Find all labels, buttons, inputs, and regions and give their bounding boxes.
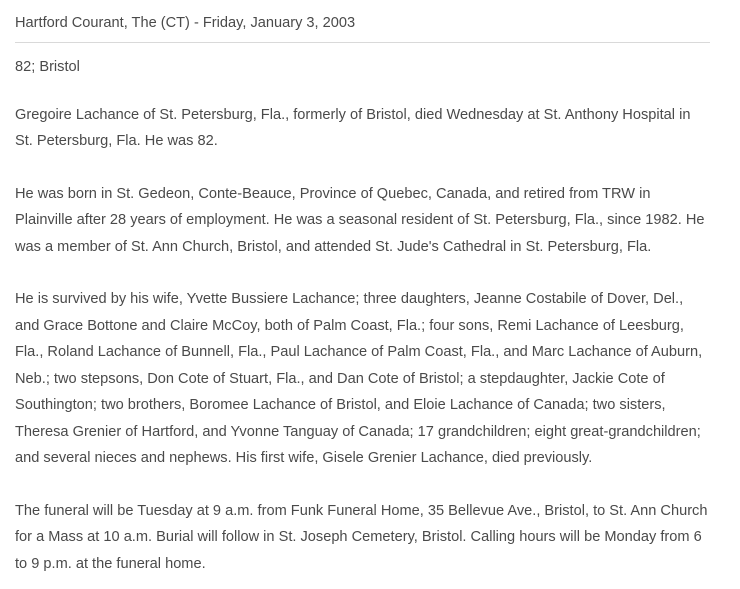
paragraph-biography: He was born in St. Gedeon, Conte-Beauce, Province of Quebec, Canada, and retired from TRW in Plainville after 28 years of employment. He was a seasonal resident of St. Petersburg, Fla., since 1982. He was a member of St. Ann Church, Bristol, and attended St. Jude's Cathedral in St. Petersburg, Fla.: [15, 185, 705, 255]
paragraph-death-notice: Gregoire Lachance of St. Petersburg, Fla., formerly of Bristol, died Wednesday at St. Anthony Hospital in St. Petersburg, Fla. He was 82.: [15, 106, 691, 149]
header-divider: [15, 42, 710, 43]
age-location-subtitle: 82; Bristol: [15, 59, 80, 75]
source-header: Hartford Courant, The (CT) - Friday, January 3, 2003: [15, 15, 356, 31]
paragraph-survivors: He is survived by his wife, Yvette Bussiere Lachance; three daughters, Jeanne Costabile of Dover, Del., and Grace Bottone and Claire McCoy, both of Palm Coast, Fla.; four sons, Remi Lachance of Leesburg, Fla., Roland Lachance of Bunnell, Fla., Paul Lachance of Palm Coast, Fla., and Marc Lachance of Auburn, Neb.; two stepsons, Don Cote of Stuart, Fla., and Dan Cote of Bristol; a stepdaughter, Jackie Cote of Southington; two brothers, Boromee Lachance of Bristol, and Eloie Lachance of Canada; two sisters, Theresa Grenier of Hartford, and Yvonne Tanguay of Canada; 17 grandchildren; eight great-grandchildren; and several nieces and nephews. His first wife, Gisele Grenier Lachance, died previously.: [15, 291, 703, 466]
paragraph-funeral-details: The funeral will be Tuesday at 9 a.m. from Funk Funeral Home, 35 Bellevue Ave., Bristol, to St. Ann Church for a Mass at 10 a.m. Burial will follow in St. Joseph Cemetery, Bristol. Calling hours will be Monday from 6 to 9 p.m. at the funeral home.: [15, 502, 708, 572]
